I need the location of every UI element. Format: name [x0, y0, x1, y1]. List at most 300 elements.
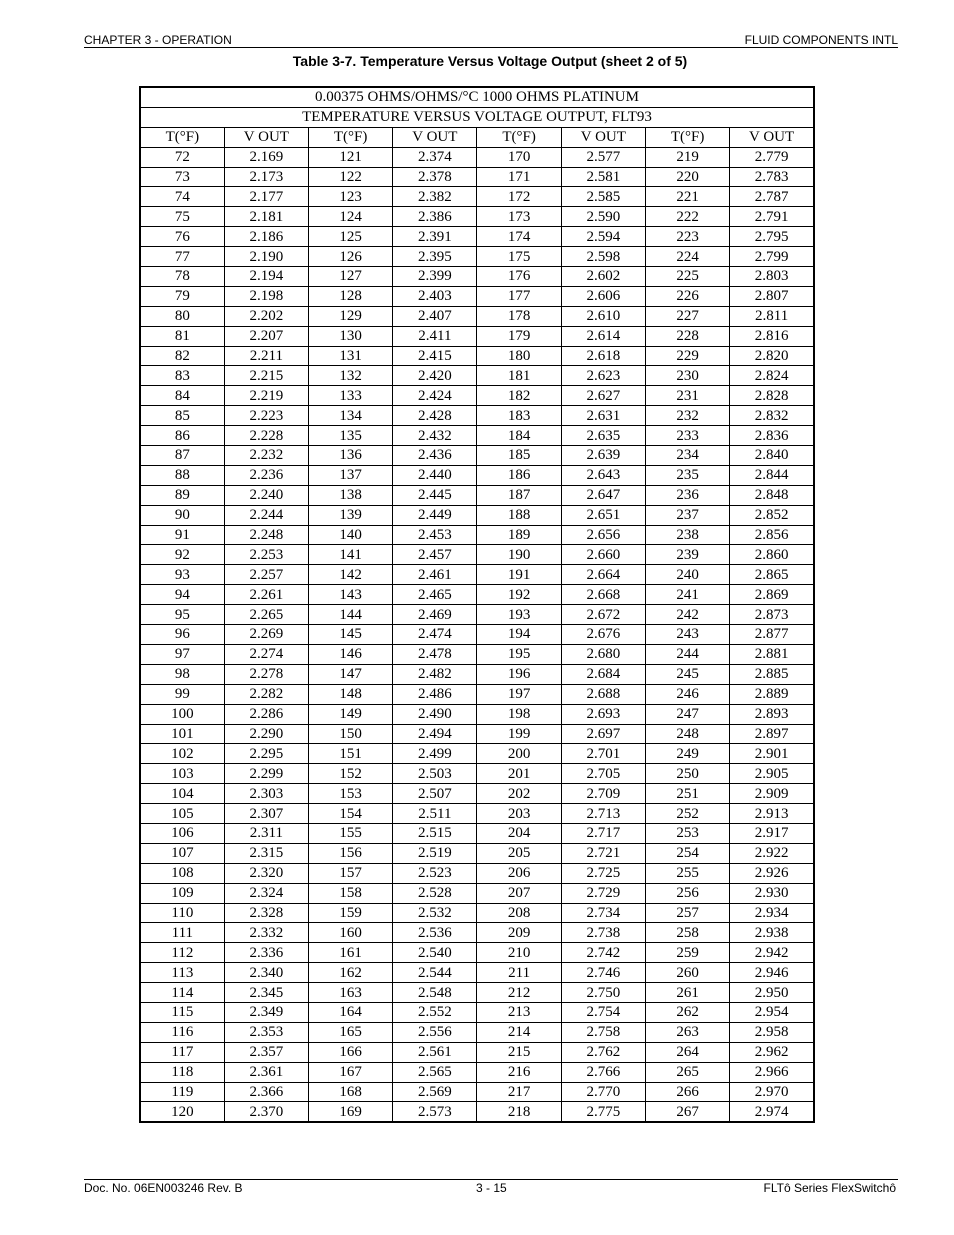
table-row	[140, 983, 814, 1003]
temperature-cell: 206	[477, 863, 561, 883]
temperature-cell: 196	[477, 664, 561, 684]
voltage-cell: 2.581	[561, 167, 645, 187]
temperature-cell: 200	[477, 744, 561, 764]
temperature-voltage-table	[139, 86, 815, 1123]
voltage-cell: 2.848	[730, 485, 814, 505]
temperature-cell: 245	[645, 664, 729, 684]
temperature-cell: 216	[477, 1062, 561, 1082]
voltage-cell: 2.353	[224, 1022, 308, 1042]
temperature-cell: 169	[309, 1102, 393, 1122]
voltage-cell: 2.926	[730, 863, 814, 883]
temperature-cell: 125	[309, 227, 393, 247]
voltage-cell: 2.328	[224, 903, 308, 923]
table-row	[140, 1022, 814, 1042]
voltage-cell: 2.865	[730, 565, 814, 585]
temperature-cell: 164	[309, 1002, 393, 1022]
table-row	[140, 744, 814, 764]
footer-page-number: 3 - 15	[476, 1181, 507, 1195]
voltage-cell: 2.783	[730, 167, 814, 187]
temperature-cell: 138	[309, 485, 393, 505]
temperature-cell: 81	[140, 326, 224, 346]
caption-row-1	[140, 87, 814, 107]
temperature-cell: 236	[645, 485, 729, 505]
voltage-cell: 2.428	[393, 406, 477, 426]
voltage-cell: 2.897	[730, 724, 814, 744]
temperature-cell: 223	[645, 227, 729, 247]
voltage-cell: 2.528	[393, 883, 477, 903]
voltage-cell: 2.836	[730, 426, 814, 446]
temperature-cell: 256	[645, 883, 729, 903]
voltage-cell: 2.399	[393, 267, 477, 287]
voltage-cell: 2.606	[561, 286, 645, 306]
temperature-cell: 215	[477, 1042, 561, 1062]
voltage-cell: 2.211	[224, 346, 308, 366]
temperature-cell: 143	[309, 585, 393, 605]
voltage-cell: 2.889	[730, 684, 814, 704]
temperature-cell: 243	[645, 625, 729, 645]
temperature-cell: 201	[477, 764, 561, 784]
column-header: V OUT	[393, 127, 477, 147]
table-row	[140, 903, 814, 923]
temperature-cell: 239	[645, 545, 729, 565]
voltage-cell: 2.561	[393, 1042, 477, 1062]
temperature-cell: 119	[140, 1082, 224, 1102]
temperature-cell: 264	[645, 1042, 729, 1062]
voltage-cell: 2.779	[730, 147, 814, 167]
temperature-cell: 146	[309, 644, 393, 664]
temperature-cell: 195	[477, 644, 561, 664]
temperature-cell: 80	[140, 306, 224, 326]
temperature-cell: 190	[477, 545, 561, 565]
temperature-cell: 246	[645, 684, 729, 704]
table-row	[140, 306, 814, 326]
temperature-cell: 257	[645, 903, 729, 923]
temperature-cell: 230	[645, 366, 729, 386]
voltage-cell: 2.556	[393, 1022, 477, 1042]
voltage-cell: 2.934	[730, 903, 814, 923]
table-caption-2: TEMPERATURE VERSUS VOLTAGE OUTPUT, FLT93	[140, 107, 814, 127]
temperature-cell: 227	[645, 306, 729, 326]
voltage-cell: 2.974	[730, 1102, 814, 1122]
voltage-cell: 2.461	[393, 565, 477, 585]
temperature-cell: 144	[309, 605, 393, 625]
voltage-cell: 2.181	[224, 207, 308, 227]
table-row	[140, 167, 814, 187]
temperature-cell: 155	[309, 823, 393, 843]
temperature-cell: 259	[645, 943, 729, 963]
temperature-cell: 225	[645, 267, 729, 287]
voltage-cell: 2.643	[561, 465, 645, 485]
voltage-cell: 2.269	[224, 625, 308, 645]
temperature-cell: 79	[140, 286, 224, 306]
voltage-cell: 2.672	[561, 605, 645, 625]
footer-doc-number: Doc. No. 06EN003246 Rev. B	[84, 1181, 243, 1195]
table-row	[140, 704, 814, 724]
voltage-cell: 2.515	[393, 823, 477, 843]
voltage-cell: 2.440	[393, 465, 477, 485]
table-row	[140, 545, 814, 565]
voltage-cell: 2.598	[561, 247, 645, 267]
temperature-cell: 82	[140, 346, 224, 366]
column-header: T(°F)	[477, 127, 561, 147]
temperature-cell: 152	[309, 764, 393, 784]
table-row	[140, 227, 814, 247]
voltage-cell: 2.734	[561, 903, 645, 923]
temperature-cell: 75	[140, 207, 224, 227]
voltage-cell: 2.523	[393, 863, 477, 883]
voltage-cell: 2.290	[224, 724, 308, 744]
voltage-cell: 2.494	[393, 724, 477, 744]
temperature-cell: 100	[140, 704, 224, 724]
voltage-cell: 2.407	[393, 306, 477, 326]
temperature-cell: 130	[309, 326, 393, 346]
table-title	[0, 53, 954, 69]
temperature-cell: 238	[645, 525, 729, 545]
voltage-cell: 2.474	[393, 625, 477, 645]
voltage-cell: 2.286	[224, 704, 308, 724]
voltage-cell: 2.816	[730, 326, 814, 346]
table-row	[140, 1002, 814, 1022]
voltage-cell: 2.811	[730, 306, 814, 326]
temperature-cell: 261	[645, 983, 729, 1003]
voltage-cell: 2.244	[224, 505, 308, 525]
voltage-cell: 2.415	[393, 346, 477, 366]
temperature-cell: 106	[140, 823, 224, 843]
voltage-cell: 2.391	[393, 227, 477, 247]
table-row	[140, 804, 814, 824]
table-row	[140, 1102, 814, 1122]
table-title-text: Table 3-7. Temperature Versus Voltage Output (sheet 2 of 5)	[292, 53, 688, 69]
voltage-cell: 2.590	[561, 207, 645, 227]
temperature-cell: 99	[140, 684, 224, 704]
temperature-cell: 163	[309, 983, 393, 1003]
temperature-cell: 131	[309, 346, 393, 366]
voltage-cell: 2.852	[730, 505, 814, 525]
voltage-cell: 2.544	[393, 963, 477, 983]
voltage-cell: 2.656	[561, 525, 645, 545]
temperature-cell: 217	[477, 1082, 561, 1102]
temperature-cell: 92	[140, 545, 224, 565]
temperature-cell: 255	[645, 863, 729, 883]
temperature-cell: 222	[645, 207, 729, 227]
temperature-cell: 232	[645, 406, 729, 426]
temperature-cell: 78	[140, 267, 224, 287]
temperature-cell: 220	[645, 167, 729, 187]
temperature-cell: 160	[309, 923, 393, 943]
voltage-cell: 2.261	[224, 585, 308, 605]
voltage-cell: 2.469	[393, 605, 477, 625]
voltage-cell: 2.374	[393, 147, 477, 167]
voltage-cell: 2.169	[224, 147, 308, 167]
voltage-cell: 2.610	[561, 306, 645, 326]
temperature-cell: 176	[477, 267, 561, 287]
temperature-cell: 224	[645, 247, 729, 267]
temperature-cell: 166	[309, 1042, 393, 1062]
temperature-cell: 149	[309, 704, 393, 724]
temperature-cell: 165	[309, 1022, 393, 1042]
temperature-cell: 159	[309, 903, 393, 923]
voltage-cell: 2.922	[730, 843, 814, 863]
temperature-cell: 140	[309, 525, 393, 545]
voltage-cell: 2.503	[393, 764, 477, 784]
temperature-cell: 213	[477, 1002, 561, 1022]
voltage-cell: 2.594	[561, 227, 645, 247]
voltage-cell: 2.676	[561, 625, 645, 645]
temperature-cell: 110	[140, 903, 224, 923]
temperature-cell: 158	[309, 883, 393, 903]
temperature-cell: 105	[140, 804, 224, 824]
voltage-cell: 2.265	[224, 605, 308, 625]
temperature-cell: 249	[645, 744, 729, 764]
voltage-cell: 2.457	[393, 545, 477, 565]
voltage-cell: 2.465	[393, 585, 477, 605]
voltage-cell: 2.725	[561, 863, 645, 883]
voltage-cell: 2.844	[730, 465, 814, 485]
temperature-cell: 253	[645, 823, 729, 843]
temperature-cell: 135	[309, 426, 393, 446]
voltage-cell: 2.569	[393, 1082, 477, 1102]
table-row	[140, 1082, 814, 1102]
table-row	[140, 883, 814, 903]
voltage-cell: 2.697	[561, 724, 645, 744]
voltage-cell: 2.787	[730, 187, 814, 207]
voltage-cell: 2.411	[393, 326, 477, 346]
voltage-cell: 2.295	[224, 744, 308, 764]
voltage-cell: 2.820	[730, 346, 814, 366]
temperature-cell: 136	[309, 446, 393, 466]
voltage-cell: 2.738	[561, 923, 645, 943]
voltage-cell: 2.631	[561, 406, 645, 426]
voltage-cell: 2.602	[561, 267, 645, 287]
voltage-cell: 2.552	[393, 1002, 477, 1022]
voltage-cell: 2.717	[561, 823, 645, 843]
table-row	[140, 267, 814, 287]
temperature-cell: 262	[645, 1002, 729, 1022]
table-row	[140, 426, 814, 446]
temperature-cell: 142	[309, 565, 393, 585]
table-row	[140, 1062, 814, 1082]
voltage-cell: 2.668	[561, 585, 645, 605]
temperature-cell: 87	[140, 446, 224, 466]
voltage-cell: 2.758	[561, 1022, 645, 1042]
voltage-cell: 2.307	[224, 804, 308, 824]
table-row	[140, 565, 814, 585]
voltage-cell: 2.966	[730, 1062, 814, 1082]
footer-divider	[84, 1179, 898, 1180]
voltage-cell: 2.840	[730, 446, 814, 466]
temperature-cell: 124	[309, 207, 393, 227]
table-row	[140, 943, 814, 963]
temperature-cell: 214	[477, 1022, 561, 1042]
table-row	[140, 286, 814, 306]
column-header: V OUT	[730, 127, 814, 147]
voltage-cell: 2.303	[224, 784, 308, 804]
voltage-cell: 2.729	[561, 883, 645, 903]
temperature-cell: 199	[477, 724, 561, 744]
temperature-cell: 258	[645, 923, 729, 943]
temperature-cell: 156	[309, 843, 393, 863]
temperature-cell: 167	[309, 1062, 393, 1082]
temperature-cell: 170	[477, 147, 561, 167]
table-row	[140, 664, 814, 684]
temperature-cell: 174	[477, 227, 561, 247]
table-row	[140, 147, 814, 167]
temperature-cell: 266	[645, 1082, 729, 1102]
voltage-cell: 2.795	[730, 227, 814, 247]
voltage-cell: 2.803	[730, 267, 814, 287]
temperature-cell: 73	[140, 167, 224, 187]
temperature-cell: 154	[309, 804, 393, 824]
voltage-cell: 2.746	[561, 963, 645, 983]
column-header-row	[140, 127, 814, 147]
temperature-cell: 161	[309, 943, 393, 963]
voltage-cell: 2.324	[224, 883, 308, 903]
voltage-cell: 2.248	[224, 525, 308, 545]
voltage-cell: 2.253	[224, 545, 308, 565]
temperature-cell: 151	[309, 744, 393, 764]
temperature-cell: 102	[140, 744, 224, 764]
temperature-cell: 237	[645, 505, 729, 525]
voltage-cell: 2.349	[224, 1002, 308, 1022]
temperature-cell: 96	[140, 625, 224, 645]
voltage-cell: 2.311	[224, 823, 308, 843]
voltage-cell: 2.274	[224, 644, 308, 664]
temperature-cell: 101	[140, 724, 224, 744]
temperature-cell: 240	[645, 565, 729, 585]
temperature-cell: 153	[309, 784, 393, 804]
temperature-cell: 171	[477, 167, 561, 187]
table-row	[140, 326, 814, 346]
table-row	[140, 187, 814, 207]
temperature-cell: 234	[645, 446, 729, 466]
temperature-cell: 76	[140, 227, 224, 247]
column-header: T(°F)	[309, 127, 393, 147]
temperature-cell: 127	[309, 267, 393, 287]
temperature-cell: 235	[645, 465, 729, 485]
table-row	[140, 724, 814, 744]
voltage-cell: 2.177	[224, 187, 308, 207]
voltage-cell: 2.240	[224, 485, 308, 505]
temperature-cell: 94	[140, 585, 224, 605]
voltage-cell: 2.614	[561, 326, 645, 346]
voltage-cell: 2.486	[393, 684, 477, 704]
temperature-cell: 193	[477, 605, 561, 625]
voltage-cell: 2.519	[393, 843, 477, 863]
voltage-cell: 2.436	[393, 446, 477, 466]
voltage-cell: 2.395	[393, 247, 477, 267]
voltage-cell: 2.532	[393, 903, 477, 923]
temperature-cell: 93	[140, 565, 224, 585]
voltage-cell: 2.202	[224, 306, 308, 326]
voltage-cell: 2.881	[730, 644, 814, 664]
temperature-cell: 107	[140, 843, 224, 863]
voltage-cell: 2.742	[561, 943, 645, 963]
temperature-cell: 150	[309, 724, 393, 744]
temperature-cell: 250	[645, 764, 729, 784]
temperature-cell: 118	[140, 1062, 224, 1082]
table-row	[140, 406, 814, 426]
temperature-cell: 192	[477, 585, 561, 605]
voltage-cell: 2.370	[224, 1102, 308, 1122]
footer-product: FLTô Series FlexSwitchô	[763, 1181, 896, 1195]
voltage-cell: 2.482	[393, 664, 477, 684]
table-row	[140, 764, 814, 784]
voltage-cell: 2.701	[561, 744, 645, 764]
voltage-cell: 2.186	[224, 227, 308, 247]
temperature-cell: 189	[477, 525, 561, 545]
temperature-cell: 203	[477, 804, 561, 824]
voltage-cell: 2.190	[224, 247, 308, 267]
table-row	[140, 366, 814, 386]
voltage-cell: 2.499	[393, 744, 477, 764]
column-header: T(°F)	[645, 127, 729, 147]
temperature-cell: 148	[309, 684, 393, 704]
voltage-cell: 2.540	[393, 943, 477, 963]
voltage-cell: 2.954	[730, 1002, 814, 1022]
temperature-cell: 157	[309, 863, 393, 883]
voltage-cell: 2.219	[224, 386, 308, 406]
voltage-cell: 2.958	[730, 1022, 814, 1042]
temperature-cell: 260	[645, 963, 729, 983]
table-row	[140, 923, 814, 943]
temperature-cell: 231	[645, 386, 729, 406]
voltage-cell: 2.228	[224, 426, 308, 446]
voltage-cell: 2.420	[393, 366, 477, 386]
voltage-cell: 2.635	[561, 426, 645, 446]
temperature-cell: 98	[140, 664, 224, 684]
temperature-cell: 194	[477, 625, 561, 645]
voltage-cell: 2.478	[393, 644, 477, 664]
temperature-cell: 122	[309, 167, 393, 187]
temperature-cell: 211	[477, 963, 561, 983]
temperature-cell: 244	[645, 644, 729, 664]
voltage-cell: 2.336	[224, 943, 308, 963]
voltage-cell: 2.856	[730, 525, 814, 545]
voltage-cell: 2.750	[561, 983, 645, 1003]
voltage-cell: 2.299	[224, 764, 308, 784]
caption-row-2	[140, 107, 814, 127]
temperature-cell: 172	[477, 187, 561, 207]
temperature-cell: 104	[140, 784, 224, 804]
table-row	[140, 386, 814, 406]
voltage-cell: 2.693	[561, 704, 645, 724]
temperature-cell: 126	[309, 247, 393, 267]
voltage-cell: 2.386	[393, 207, 477, 227]
voltage-cell: 2.565	[393, 1062, 477, 1082]
temperature-cell: 77	[140, 247, 224, 267]
voltage-cell: 2.913	[730, 804, 814, 824]
temperature-cell: 208	[477, 903, 561, 923]
temperature-cell: 145	[309, 625, 393, 645]
table-row	[140, 625, 814, 645]
temperature-cell: 91	[140, 525, 224, 545]
temperature-cell: 209	[477, 923, 561, 943]
temperature-cell: 85	[140, 406, 224, 426]
temperature-cell: 254	[645, 843, 729, 863]
table-row	[140, 505, 814, 525]
voltage-cell: 2.680	[561, 644, 645, 664]
temperature-cell: 115	[140, 1002, 224, 1022]
voltage-cell: 2.449	[393, 505, 477, 525]
voltage-cell: 2.709	[561, 784, 645, 804]
temperature-cell: 191	[477, 565, 561, 585]
voltage-cell: 2.762	[561, 1042, 645, 1062]
voltage-cell: 2.664	[561, 565, 645, 585]
voltage-cell: 2.766	[561, 1062, 645, 1082]
voltage-cell: 2.962	[730, 1042, 814, 1062]
voltage-cell: 2.366	[224, 1082, 308, 1102]
temperature-cell: 72	[140, 147, 224, 167]
